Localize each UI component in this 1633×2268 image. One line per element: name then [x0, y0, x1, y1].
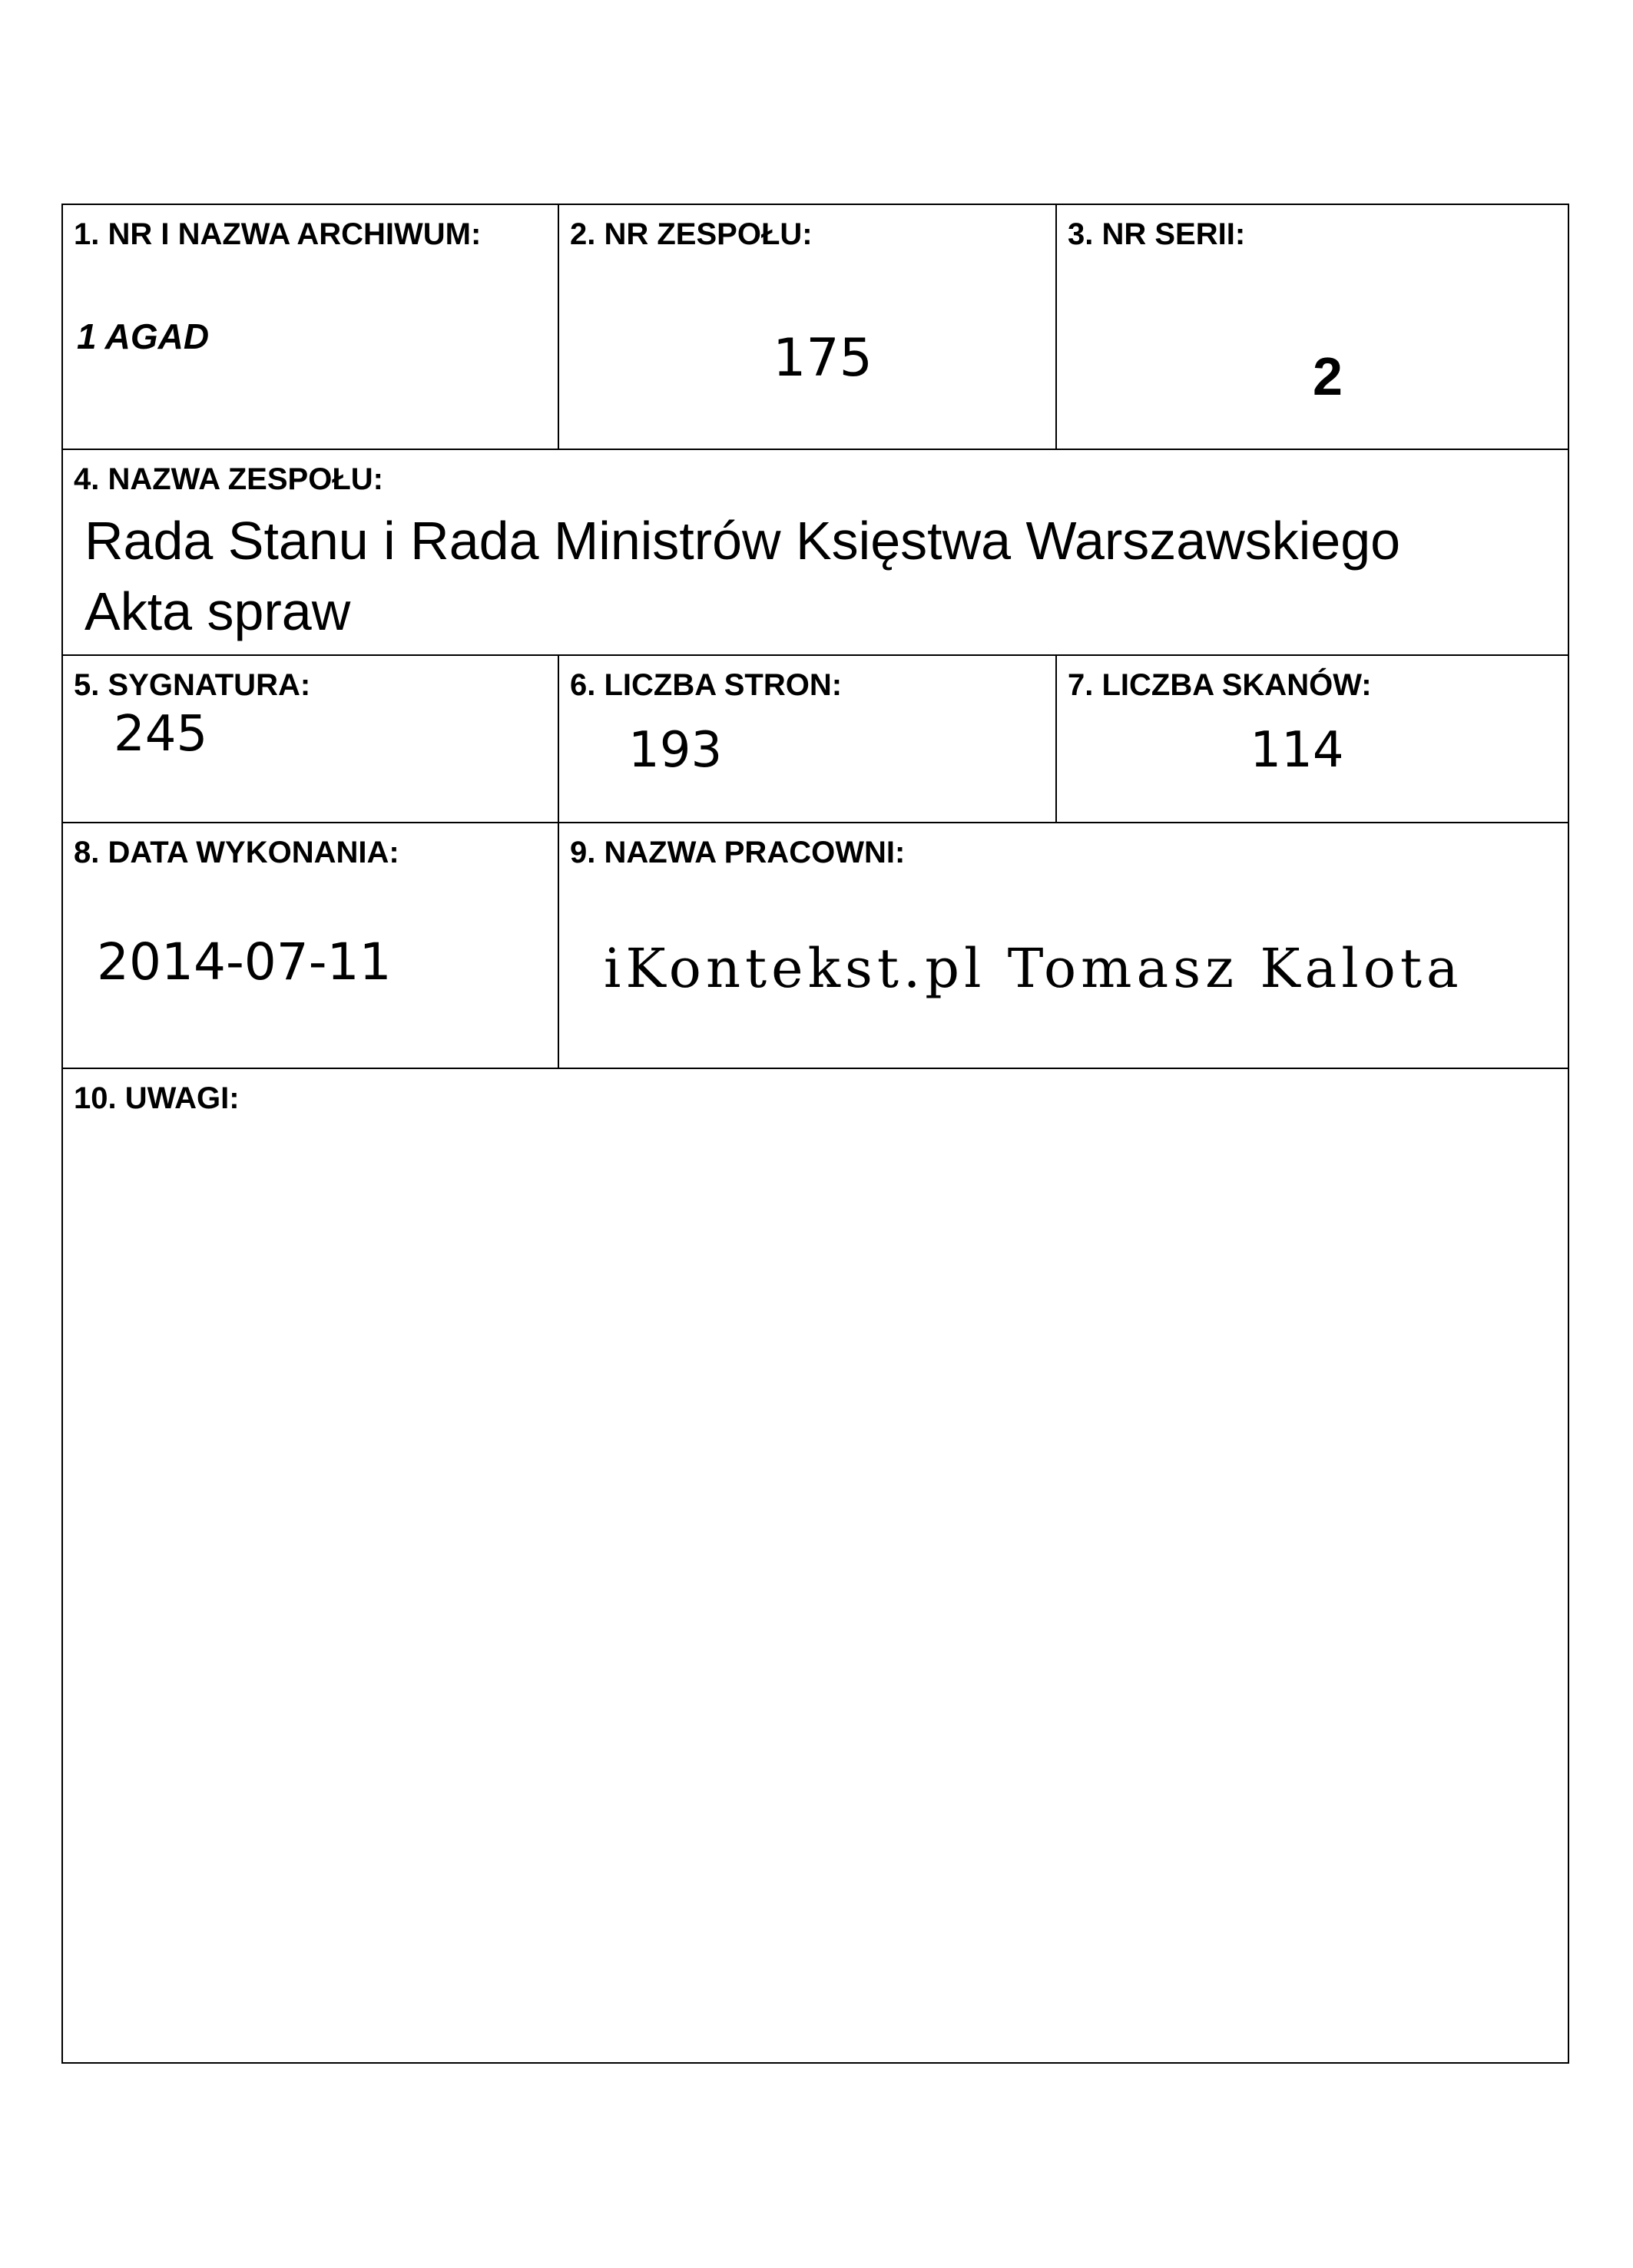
fond-name-label: 4. NAZWA ZESPOŁU: [74, 462, 383, 496]
archive-label: 1. NR I NAZWA ARCHIWUM: [74, 217, 482, 251]
notes-label: 10. UWAGI: [74, 1081, 240, 1115]
fond-name-value [84, 505, 1400, 647]
date-value: 2014-07-11 [97, 932, 392, 992]
archive-cell [63, 205, 559, 450]
scan-count-value: 114 [1250, 722, 1344, 779]
date-label: 8. DATA WYKONANIA: [74, 836, 399, 869]
series-number-cell [1057, 205, 1568, 450]
scan-count-label: 7. LICZBA SKANÓW: [1068, 668, 1372, 702]
page-count-label: 6. LICZBA STRON: [570, 668, 843, 702]
series-number-label: 3. NR SERII: [1068, 217, 1246, 251]
fond-number-label: 2. NR ZESPOŁU: [570, 217, 813, 251]
archive-metadata-card [61, 204, 1569, 2064]
workshop-label: 9. NAZWA PRACOWNI: [570, 836, 906, 869]
fond-name-cell [63, 450, 1568, 656]
workshop-cell [559, 823, 1568, 1069]
page-count-value: 193 [628, 722, 723, 779]
scan-count-cell [1057, 656, 1568, 823]
date-cell [63, 823, 559, 1069]
page-count-cell [559, 656, 1057, 823]
fond-name-line-1: Rada Stanu i Rada Ministrów Księstwa Warszawskiego [84, 511, 1401, 571]
signature-cell [63, 656, 559, 823]
fond-number-value: 175 [773, 328, 873, 389]
fond-number-cell [559, 205, 1057, 450]
series-number-value: 2 [1313, 346, 1343, 406]
notes-cell [63, 1069, 1568, 2062]
fond-name-line-2: Akta spraw [84, 581, 351, 641]
workshop-value: iKontekst.pl Tomasz Kalota [604, 937, 1463, 1000]
signature-value: 245 [114, 706, 208, 763]
archive-value: 1 AGAD [77, 316, 210, 356]
signature-label: 5. SYGNATURA: [74, 668, 311, 702]
